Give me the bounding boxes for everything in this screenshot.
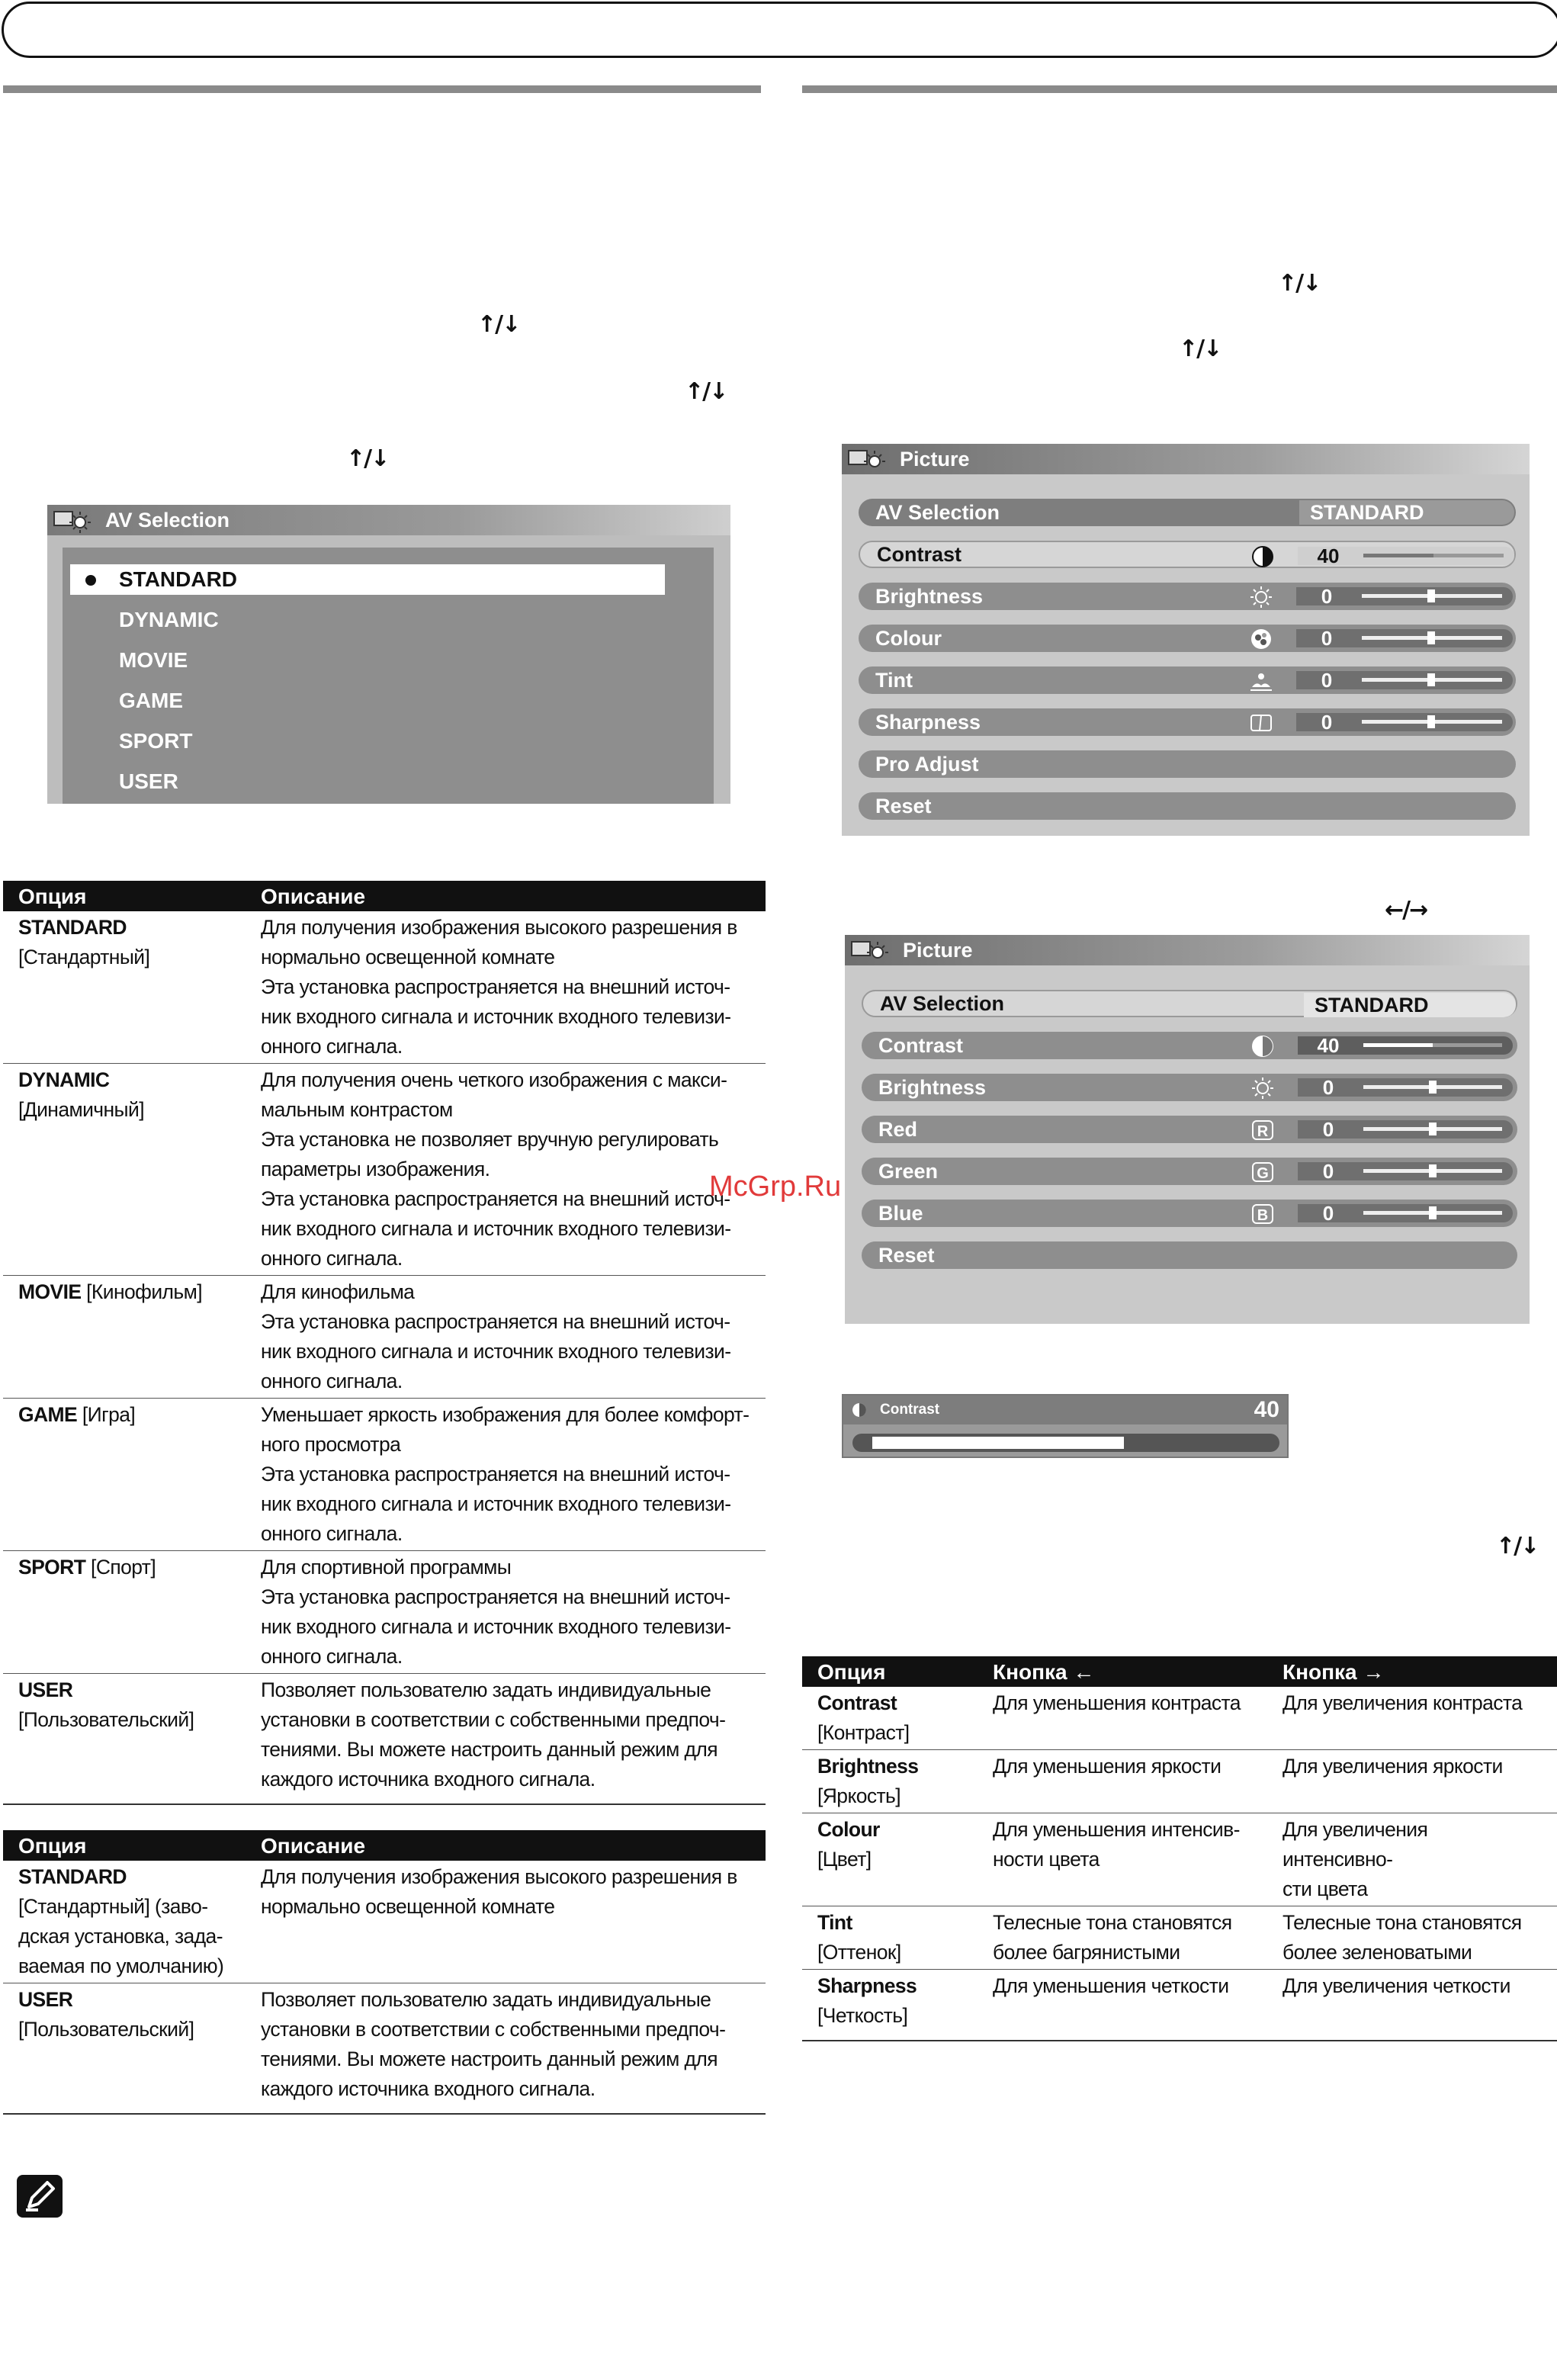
picture-settings-icon [845, 935, 898, 965]
table-header-row [3, 1830, 766, 1861]
slider-value: 0 [1322, 1160, 1334, 1183]
table-row [3, 1674, 766, 1805]
pc-options-table [3, 1830, 766, 2115]
contrast-icon [851, 1402, 868, 1418]
desc-line: Телесные тона становятся [1283, 1911, 1522, 1934]
option-name: Contrast [817, 1691, 897, 1714]
picture-menu-1 [842, 444, 1530, 836]
table-header: Кнопка ← [978, 1656, 1267, 1687]
av-options-table [3, 881, 766, 1805]
slider-track [1362, 636, 1502, 640]
slider-value: 0 [1321, 585, 1333, 608]
desc-line: Эта установка распространяется на внешний источ- [261, 1187, 730, 1210]
option-sub: [Четкость] [817, 2004, 908, 2027]
row-value: STANDARD [1299, 500, 1514, 525]
r-letter-icon [1250, 1118, 1275, 1142]
table-row [802, 1750, 1557, 1813]
desc-line: Для увеличения интенсивно- [1283, 1818, 1428, 1871]
menu-row-av-selection[interactable] [859, 499, 1516, 526]
colour-icon [1249, 627, 1273, 651]
desc-line: ник входного сигнала и источник входного телевизи- [261, 1615, 731, 1638]
table-row [3, 1064, 766, 1276]
slider-value: 0 [1322, 1118, 1334, 1141]
contrast-icon [1250, 1034, 1275, 1058]
desc-line: тениями. Вы можете настроить данный режим для [261, 2048, 718, 2070]
slider-knob [1429, 1081, 1437, 1094]
contrast-slider[interactable] [1298, 544, 1514, 567]
picture-settings-icon [842, 444, 895, 474]
desc-line: онного сигнала. [261, 1645, 403, 1668]
svg-text:G: G [1257, 1165, 1269, 1182]
table-header-row [3, 881, 766, 911]
desc-line: онного сигнала. [261, 1247, 403, 1270]
desc-line: Для уменьшения контраста [993, 1691, 1241, 1714]
table-header: Опция [802, 1656, 978, 1687]
table-row [3, 911, 766, 1064]
table-row [3, 1551, 766, 1674]
option-sub: [Оттенок] [817, 1941, 901, 1964]
row-label: Green [878, 1159, 939, 1183]
slider-value: 0 [1322, 1076, 1334, 1099]
desc-line: Уменьшает яркость изображения для более комфорт- [261, 1403, 750, 1426]
slider-knob [1427, 715, 1435, 728]
blue-slider[interactable] [1298, 1202, 1513, 1225]
slider-track [1363, 1085, 1502, 1089]
row-label: Tint [875, 668, 913, 692]
desc-line: более зеленоватыми [1283, 1941, 1472, 1964]
menu-row-contrast[interactable] [862, 1032, 1517, 1059]
menu-row-contrast[interactable] [859, 541, 1516, 568]
slider-value: 0 [1321, 711, 1333, 734]
up-down-arrows-icon: ↑/↓ [346, 445, 389, 472]
section-rule-right [802, 85, 1557, 93]
menu-row-reset[interactable] [862, 1241, 1517, 1269]
option-sub: [Динамичный] [18, 1098, 144, 1121]
slider-track [1363, 1043, 1502, 1047]
desc-line: тениями. Вы можете настроить данный режим для [261, 1738, 718, 1761]
brightness-icon [1250, 1076, 1275, 1100]
slider-track [1363, 1211, 1502, 1215]
desc-line: более багрянистыми [993, 1941, 1180, 1964]
tint-icon [1249, 669, 1273, 693]
red-slider[interactable] [1298, 1120, 1513, 1139]
desc-line: Эта установка распространяется на внешний источ- [261, 1463, 730, 1485]
row-value: STANDARD [1304, 993, 1516, 1017]
sharpness-icon [1249, 711, 1273, 735]
table-row [3, 1276, 766, 1399]
option-name: GAME [18, 1403, 78, 1426]
av-item-dynamic[interactable]: DYNAMIC [119, 608, 219, 631]
adjustment-buttons-table [802, 1656, 1557, 2041]
menu-row-av-selection[interactable] [862, 990, 1517, 1017]
option-name: DYNAMIC [18, 1068, 110, 1091]
row-label: AV Selection [875, 500, 1000, 524]
up-down-arrows-icon: ↑/↓ [1179, 336, 1222, 362]
desc-line: Позволяет пользователю задать индивидуальные [261, 1678, 711, 1701]
brightness-slider[interactable] [1298, 1078, 1513, 1097]
option-name: SPORT [18, 1556, 86, 1579]
slider-track [1363, 554, 1504, 557]
contrast-adjust-bar [842, 1394, 1289, 1458]
slider-knob [1427, 589, 1435, 602]
menu-title: AV Selection [105, 508, 230, 532]
picture-settings-icon [47, 505, 101, 535]
picture-title-bar [845, 935, 1530, 965]
note-icon [17, 2175, 63, 2218]
row-label: Blue [878, 1201, 923, 1225]
slider-track [1362, 594, 1502, 598]
slider-knob [1427, 673, 1435, 686]
desc-line: каждого источника входного сигнала. [261, 2077, 596, 2100]
contrast-icon [1250, 544, 1275, 569]
desc-line: ности цвета [993, 1848, 1100, 1871]
colour-slider[interactable] [1296, 627, 1513, 650]
desc-line: Для получения изображения высокого разрешения в [261, 1865, 737, 1888]
desc-line: Для кинофильма [261, 1280, 415, 1303]
row-label: Pro Adjust [875, 752, 979, 776]
option-sub: [Цвет] [817, 1848, 872, 1871]
slider-value: 0 [1321, 669, 1333, 692]
table-header: Опция [3, 1830, 246, 1861]
option-sub: [Кинофильм] [81, 1280, 202, 1303]
up-down-arrows-icon: ↑/↓ [477, 311, 520, 338]
desc-line: нормально освещенной комнате [261, 946, 555, 968]
row-label: Brightness [878, 1075, 987, 1099]
up-down-arrows-icon: ↑/↓ [1278, 270, 1321, 297]
slider-knob [1427, 631, 1435, 644]
option-name: USER [18, 1988, 73, 2011]
green-slider[interactable] [1298, 1160, 1513, 1183]
av-item-sport[interactable]: SPORT [119, 729, 193, 753]
desc-line: Для спортивной программы [261, 1556, 512, 1579]
up-down-arrows-icon: ↑/↓ [685, 378, 727, 405]
option-name: Tint [817, 1911, 852, 1934]
brightness-icon [1249, 585, 1273, 609]
av-item-game[interactable]: GAME [119, 689, 183, 712]
slider-value: 40 [1317, 1034, 1340, 1057]
option-name: Colour [817, 1818, 880, 1841]
menu-row-brightness[interactable] [859, 583, 1516, 610]
slider-knob [1429, 1164, 1437, 1177]
desc-line: онного сигнала. [261, 1035, 403, 1058]
option-sub: дская установка, зада- [18, 1925, 223, 1948]
desc-line: нормально освещенной комнате [261, 1895, 555, 1918]
page-header-frame [2, 2, 1557, 58]
slider-track [1363, 1169, 1502, 1173]
desc-line: онного сигнала. [261, 1370, 403, 1392]
option-name: MOVIE [18, 1280, 82, 1303]
contrast-adjust-fill [872, 1437, 1124, 1449]
desc-line: ного просмотра [261, 1433, 401, 1456]
desc-line: Позволяет пользователю задать индивидуальные [261, 1988, 711, 2011]
option-sub: ваемая по умолчанию) [18, 1954, 224, 1977]
desc-line: Для получения очень четкого изображения с макси- [261, 1068, 727, 1091]
table-header: Описание [246, 1830, 766, 1861]
table-header-row [802, 1656, 1557, 1687]
up-down-arrows-icon: ↑/↓ [1496, 1533, 1539, 1559]
desc-line: Для уменьшения яркости [993, 1755, 1222, 1778]
slider-value: 0 [1321, 627, 1333, 650]
option-name: Sharpness [817, 1974, 917, 1997]
menu-title: Picture [900, 447, 970, 471]
av-selection-menu [47, 505, 730, 804]
option-sub: [Пользовательский] [18, 2018, 194, 2041]
table-row [802, 1687, 1557, 1750]
desc-line: Эта установка распространяется на внешний источ- [261, 975, 730, 998]
desc-line: Для уменьшения четкости [993, 1974, 1229, 1997]
svg-text:R: R [1257, 1123, 1269, 1140]
picture-title-bar [842, 444, 1530, 474]
desc-line: установки в соответствии с собственными предпоч- [261, 2018, 726, 2041]
row-label: AV Selection [880, 991, 1005, 1015]
option-name: STANDARD [18, 916, 127, 939]
desc-line: сти цвета [1283, 1877, 1368, 1900]
desc-line: Телесные тона становятся [993, 1911, 1232, 1934]
option-sub: [Контраст] [817, 1721, 910, 1744]
desc-line: ник входного сигнала и источник входного телевизи- [261, 1005, 731, 1028]
desc-line: ник входного сигнала и источник входного телевизи- [261, 1340, 731, 1363]
option-sub: [Стандартный] [18, 946, 150, 968]
slider-track [1362, 678, 1502, 682]
row-label: Colour [875, 626, 942, 650]
row-label: Brightness [875, 584, 984, 608]
table-row [3, 1983, 766, 2115]
table-row [3, 1399, 766, 1551]
av-item-movie[interactable]: MOVIE [119, 648, 188, 672]
slider-fill [1363, 554, 1433, 557]
desc-line: мальным контрастом [261, 1098, 453, 1121]
table-header: Описание [246, 881, 766, 911]
menu-row-colour[interactable] [859, 625, 1516, 652]
table-row [802, 1970, 1557, 2041]
slider-track [1363, 1127, 1502, 1131]
desc-line: ник входного сигнала и источник входного телевизи- [261, 1217, 731, 1240]
contrast-adjust-track[interactable] [852, 1434, 1279, 1452]
desc-line: Для получения изображения высокого разрешения в [261, 916, 737, 939]
desc-line: каждого источника входного сигнала. [261, 1768, 596, 1791]
table-row [802, 1906, 1557, 1970]
slider-track [1362, 720, 1502, 724]
option-sub: [Спорт] [85, 1556, 156, 1579]
g-letter-icon [1250, 1160, 1275, 1184]
left-right-arrows-icon: ←/→ [1385, 897, 1427, 923]
desc-line: Эта установка распространяется на внешний источ- [261, 1310, 730, 1333]
menu-row-reset[interactable] [859, 792, 1516, 820]
menu-row-tint[interactable] [859, 666, 1516, 694]
watermark-text: McGrp.Ru [709, 1171, 842, 1203]
brightness-slider[interactable] [1296, 585, 1513, 608]
desc-line: Для увеличения яркости [1283, 1755, 1503, 1778]
contrast-adjust-value: 40 [1254, 1397, 1279, 1422]
option-name: STANDARD [18, 1865, 127, 1888]
option-sub: [Пользовательский] [18, 1708, 194, 1731]
option-name: USER [18, 1678, 73, 1701]
row-label: Contrast [877, 542, 962, 566]
row-label: Reset [875, 794, 932, 817]
table-row [3, 1861, 766, 1983]
slider-value: 0 [1322, 1202, 1334, 1225]
av-item-standard[interactable]: STANDARD [119, 567, 238, 591]
contrast-slider[interactable] [1298, 1036, 1513, 1055]
table-row [802, 1813, 1557, 1906]
row-label: Contrast [878, 1033, 964, 1057]
table-header: Кнопка → [1267, 1656, 1557, 1687]
slider-knob [1429, 1206, 1437, 1219]
row-label: Red [878, 1117, 918, 1141]
desc-line: установки в соответствии с собственными предпоч- [261, 1708, 726, 1731]
option-sub: [Яркость] [817, 1784, 901, 1807]
sharpness-slider[interactable] [1296, 711, 1513, 734]
selected-dot-icon [85, 575, 96, 586]
menu-row-green[interactable] [862, 1158, 1517, 1185]
desc-line: Для увеличения контраста [1283, 1691, 1523, 1714]
menu-row-sharpness[interactable] [859, 708, 1516, 736]
menu-row-pro-adjust[interactable] [859, 750, 1516, 778]
av-item-user[interactable]: USER [119, 769, 178, 793]
menu-row-red[interactable] [862, 1116, 1517, 1143]
slider-fill [1363, 1043, 1433, 1047]
desc-line: параметры изображения. [261, 1158, 490, 1180]
section-rule-left [3, 85, 761, 93]
desc-line: Эта установка распространяется на внешний источ- [261, 1585, 730, 1608]
slider-value: 40 [1317, 544, 1340, 567]
option-name: Brightness [817, 1755, 919, 1778]
row-label: Sharpness [875, 710, 981, 734]
slider-knob [1429, 1123, 1437, 1135]
desc-line: Эта установка не позволяет вручную регулировать [261, 1128, 719, 1151]
option-sub: [Игра] [77, 1403, 136, 1426]
b-letter-icon [1250, 1202, 1275, 1226]
desc-line: Для уменьшения интенсив- [993, 1818, 1240, 1841]
desc-line: ник входного сигнала и источник входного телевизи- [261, 1492, 731, 1515]
svg-text:B: B [1257, 1207, 1269, 1224]
menu-row-brightness[interactable] [862, 1074, 1517, 1101]
menu-title: Picture [903, 938, 973, 962]
option-sub: [Стандартный] (заво- [18, 1895, 208, 1918]
contrast-adjust-label: Contrast [880, 1402, 940, 1418]
desc-line: Для увеличения четкости [1283, 1974, 1510, 1997]
desc-line: онного сигнала. [261, 1522, 403, 1545]
menu-row-blue[interactable] [862, 1200, 1517, 1227]
av-selection-title-bar [47, 505, 730, 535]
picture-menu-2 [845, 935, 1530, 1324]
tint-slider[interactable] [1296, 669, 1513, 692]
table-header: Опция [3, 881, 246, 911]
row-label: Reset [878, 1243, 935, 1267]
